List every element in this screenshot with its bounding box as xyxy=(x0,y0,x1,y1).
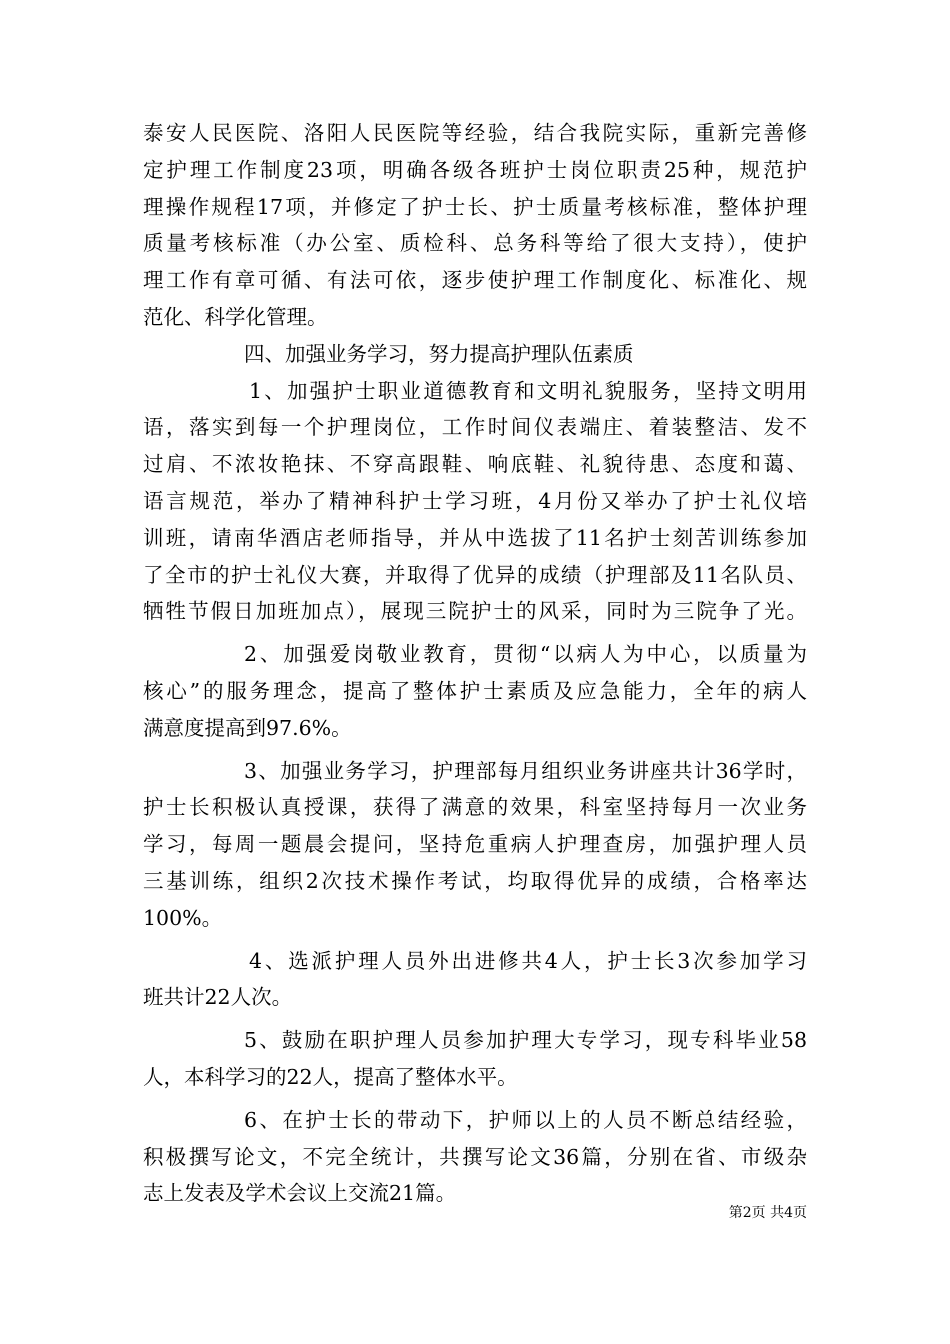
text-line: 泰安人民医院、洛阳人民医院等经验，结合我院实际，重新完善修 xyxy=(143,121,807,145)
text-line: 训班，请南华酒店老师指导，并从中选拔了11名护士刻苦训练参加 xyxy=(143,525,807,550)
paragraph-first-line: 5、鼓励在职护理人员参加护理大专学习，现专科毕业58 xyxy=(244,1028,807,1053)
text-line: 核心”的服务理念，提高了整体护士素质及应急能力，全年的病人 xyxy=(143,678,807,703)
text-line: 语言规范，举办了精神科护士学习班，4月份又举办了护士礼仪培 xyxy=(143,488,807,513)
text-line: 定护理工作制度23项，明确各级各班护士岗位职责25种，规范护 xyxy=(143,157,807,182)
paragraph-first-line: 1、加强护士职业道德教育和文明礼貌服务，坚持文明用 xyxy=(249,378,807,403)
text-line: 语，落实到每一个护理岗位，工作时间仪表端庄、着装整洁、发不 xyxy=(143,415,807,440)
text-line: 范化、科学化管理。 xyxy=(143,304,328,329)
text-line: 质量考核标准（办公室、质检科、总务科等给了很大支持），使护 xyxy=(143,231,807,256)
paragraph-first-line: 3、加强业务学习，护理部每月组织业务讲座共计36学时， xyxy=(244,758,807,783)
section-heading: 四、加强业务学习，努力提高护理队伍素质 xyxy=(244,341,634,366)
text-line: 志上发表及学术会议上交流21篇。 xyxy=(143,1181,457,1206)
text-line: 护士长积极认真授课，获得了满意的效果，科室坚持每月一次业务 xyxy=(143,795,807,820)
paragraph-first-line: 2、加强爱岗敬业教育，贯彻“以病人为中心，以质量为 xyxy=(244,642,807,667)
text-line: 理操作规程17项，并修定了护士长、护士质量考核标准，整体护理 xyxy=(143,194,807,219)
text-line: 了全市的护士礼仪大赛，并取得了优异的成绩（护理部及11名队员、 xyxy=(143,562,807,587)
text-line: 牺牲节假日加班加点），展现三院护士的风采，同时为三院争了光。 xyxy=(143,599,807,624)
text-line: 学习，每周一题晨会提问，坚持危重病人护理查房，加强护理人员 xyxy=(143,832,807,857)
text-line: 三基训练，组织2次技术操作考试，均取得优异的成绩，合格率达 xyxy=(143,868,807,893)
text-line: 理工作有章可循、有法可依，逐步使护理工作制度化、标准化、规 xyxy=(143,268,807,293)
text-line: 满意度提高到97.6%。 xyxy=(143,715,352,740)
paragraph-first-line: 6、在护士长的带动下，护师以上的人员不断总结经验， xyxy=(244,1107,807,1132)
document-body xyxy=(143,115,807,1212)
text-line: 积极撰写论文，不完全统计，共撰写论文36篇，分别在省、市级杂 xyxy=(143,1144,807,1169)
text-line: 人，本科学习的22人，提高了整体水平。 xyxy=(143,1064,518,1089)
text-line: 班共计22人次。 xyxy=(143,985,293,1010)
text-line: 100%。 xyxy=(143,905,223,930)
page-number-footer: 第2页 共4页 xyxy=(728,1205,807,1221)
text-line: 过肩、不浓妆艳抹、不穿高跟鞋、响底鞋、礼貌待患、态度和蔼、 xyxy=(143,452,807,477)
paragraph-first-line: 4、选派护理人员外出进修共4人，护士长3次参加学习 xyxy=(249,948,807,973)
